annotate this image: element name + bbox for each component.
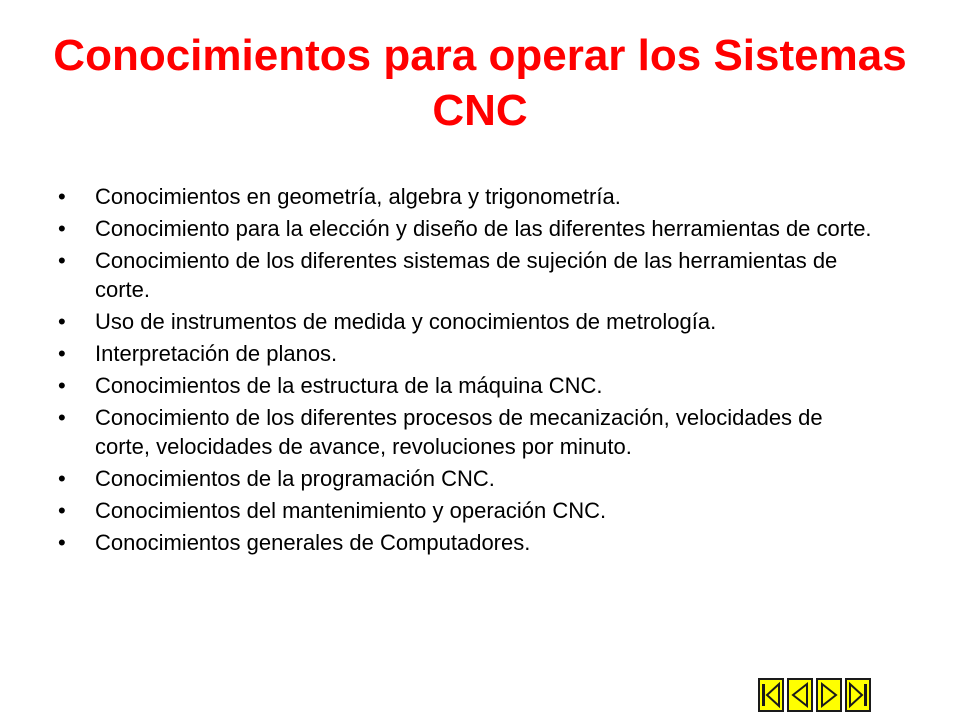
list-item [58, 182, 878, 211]
next-slide-icon [818, 680, 840, 710]
list-item [58, 464, 878, 493]
bullet-text: Conocimiento de los diferentes procesos de mecanización, velocidades de corte, velocidades de avance, revoluciones por minuto. [95, 405, 823, 459]
slide-title: Conocimientos para operar los Sistemas CNC [53, 31, 907, 135]
bullet-mark: • [58, 309, 66, 334]
list-item [58, 307, 878, 336]
list-item [58, 214, 878, 243]
bullet-mark: • [58, 498, 66, 523]
bullet-text: Conocimiento de los diferentes sistemas de sujeción de las herramientas de corte. [95, 248, 838, 302]
bullet-mark: • [58, 248, 66, 273]
next-slide-button[interactable] [816, 678, 842, 712]
first-slide-button[interactable] [758, 678, 784, 712]
previous-slide-button[interactable] [787, 678, 813, 712]
bullet-text: Conocimientos del mantenimiento y operación CNC. [95, 498, 607, 523]
list-item [58, 528, 878, 557]
list-item [58, 371, 878, 400]
bullet-mark: • [58, 216, 66, 241]
bullet-text: Conocimientos de la programación CNC. [95, 466, 495, 491]
first-slide-icon [760, 680, 782, 710]
bullet-text: Conocimiento para la elección y diseño de las diferentes herramientas de corte. [95, 216, 872, 241]
bullet-mark: • [58, 341, 66, 366]
bullet-text: Uso de instrumentos de medida y conocimientos de metrología. [95, 309, 717, 334]
list-item [58, 496, 878, 525]
bullet-text: Conocimientos generales de Computadores. [95, 530, 531, 555]
bullet-text: Conocimientos en geometría, algebra y trigonometría. [95, 184, 621, 209]
bullet-mark: • [58, 373, 66, 398]
bullet-mark: • [58, 530, 66, 555]
list-item [58, 339, 878, 368]
bullet-text: Interpretación de planos. [95, 341, 338, 366]
list-item [58, 403, 878, 461]
bullet-list [58, 182, 878, 560]
previous-slide-icon [789, 680, 811, 710]
bullet-mark: • [58, 184, 66, 209]
last-slide-icon [847, 680, 869, 710]
slide-navigation [758, 678, 871, 712]
list-item [58, 246, 878, 304]
bullet-text: Conocimientos de la estructura de la máquina CNC. [95, 373, 603, 398]
last-slide-button[interactable] [845, 678, 871, 712]
bullet-mark: • [58, 466, 66, 491]
bullet-mark: • [58, 405, 66, 430]
